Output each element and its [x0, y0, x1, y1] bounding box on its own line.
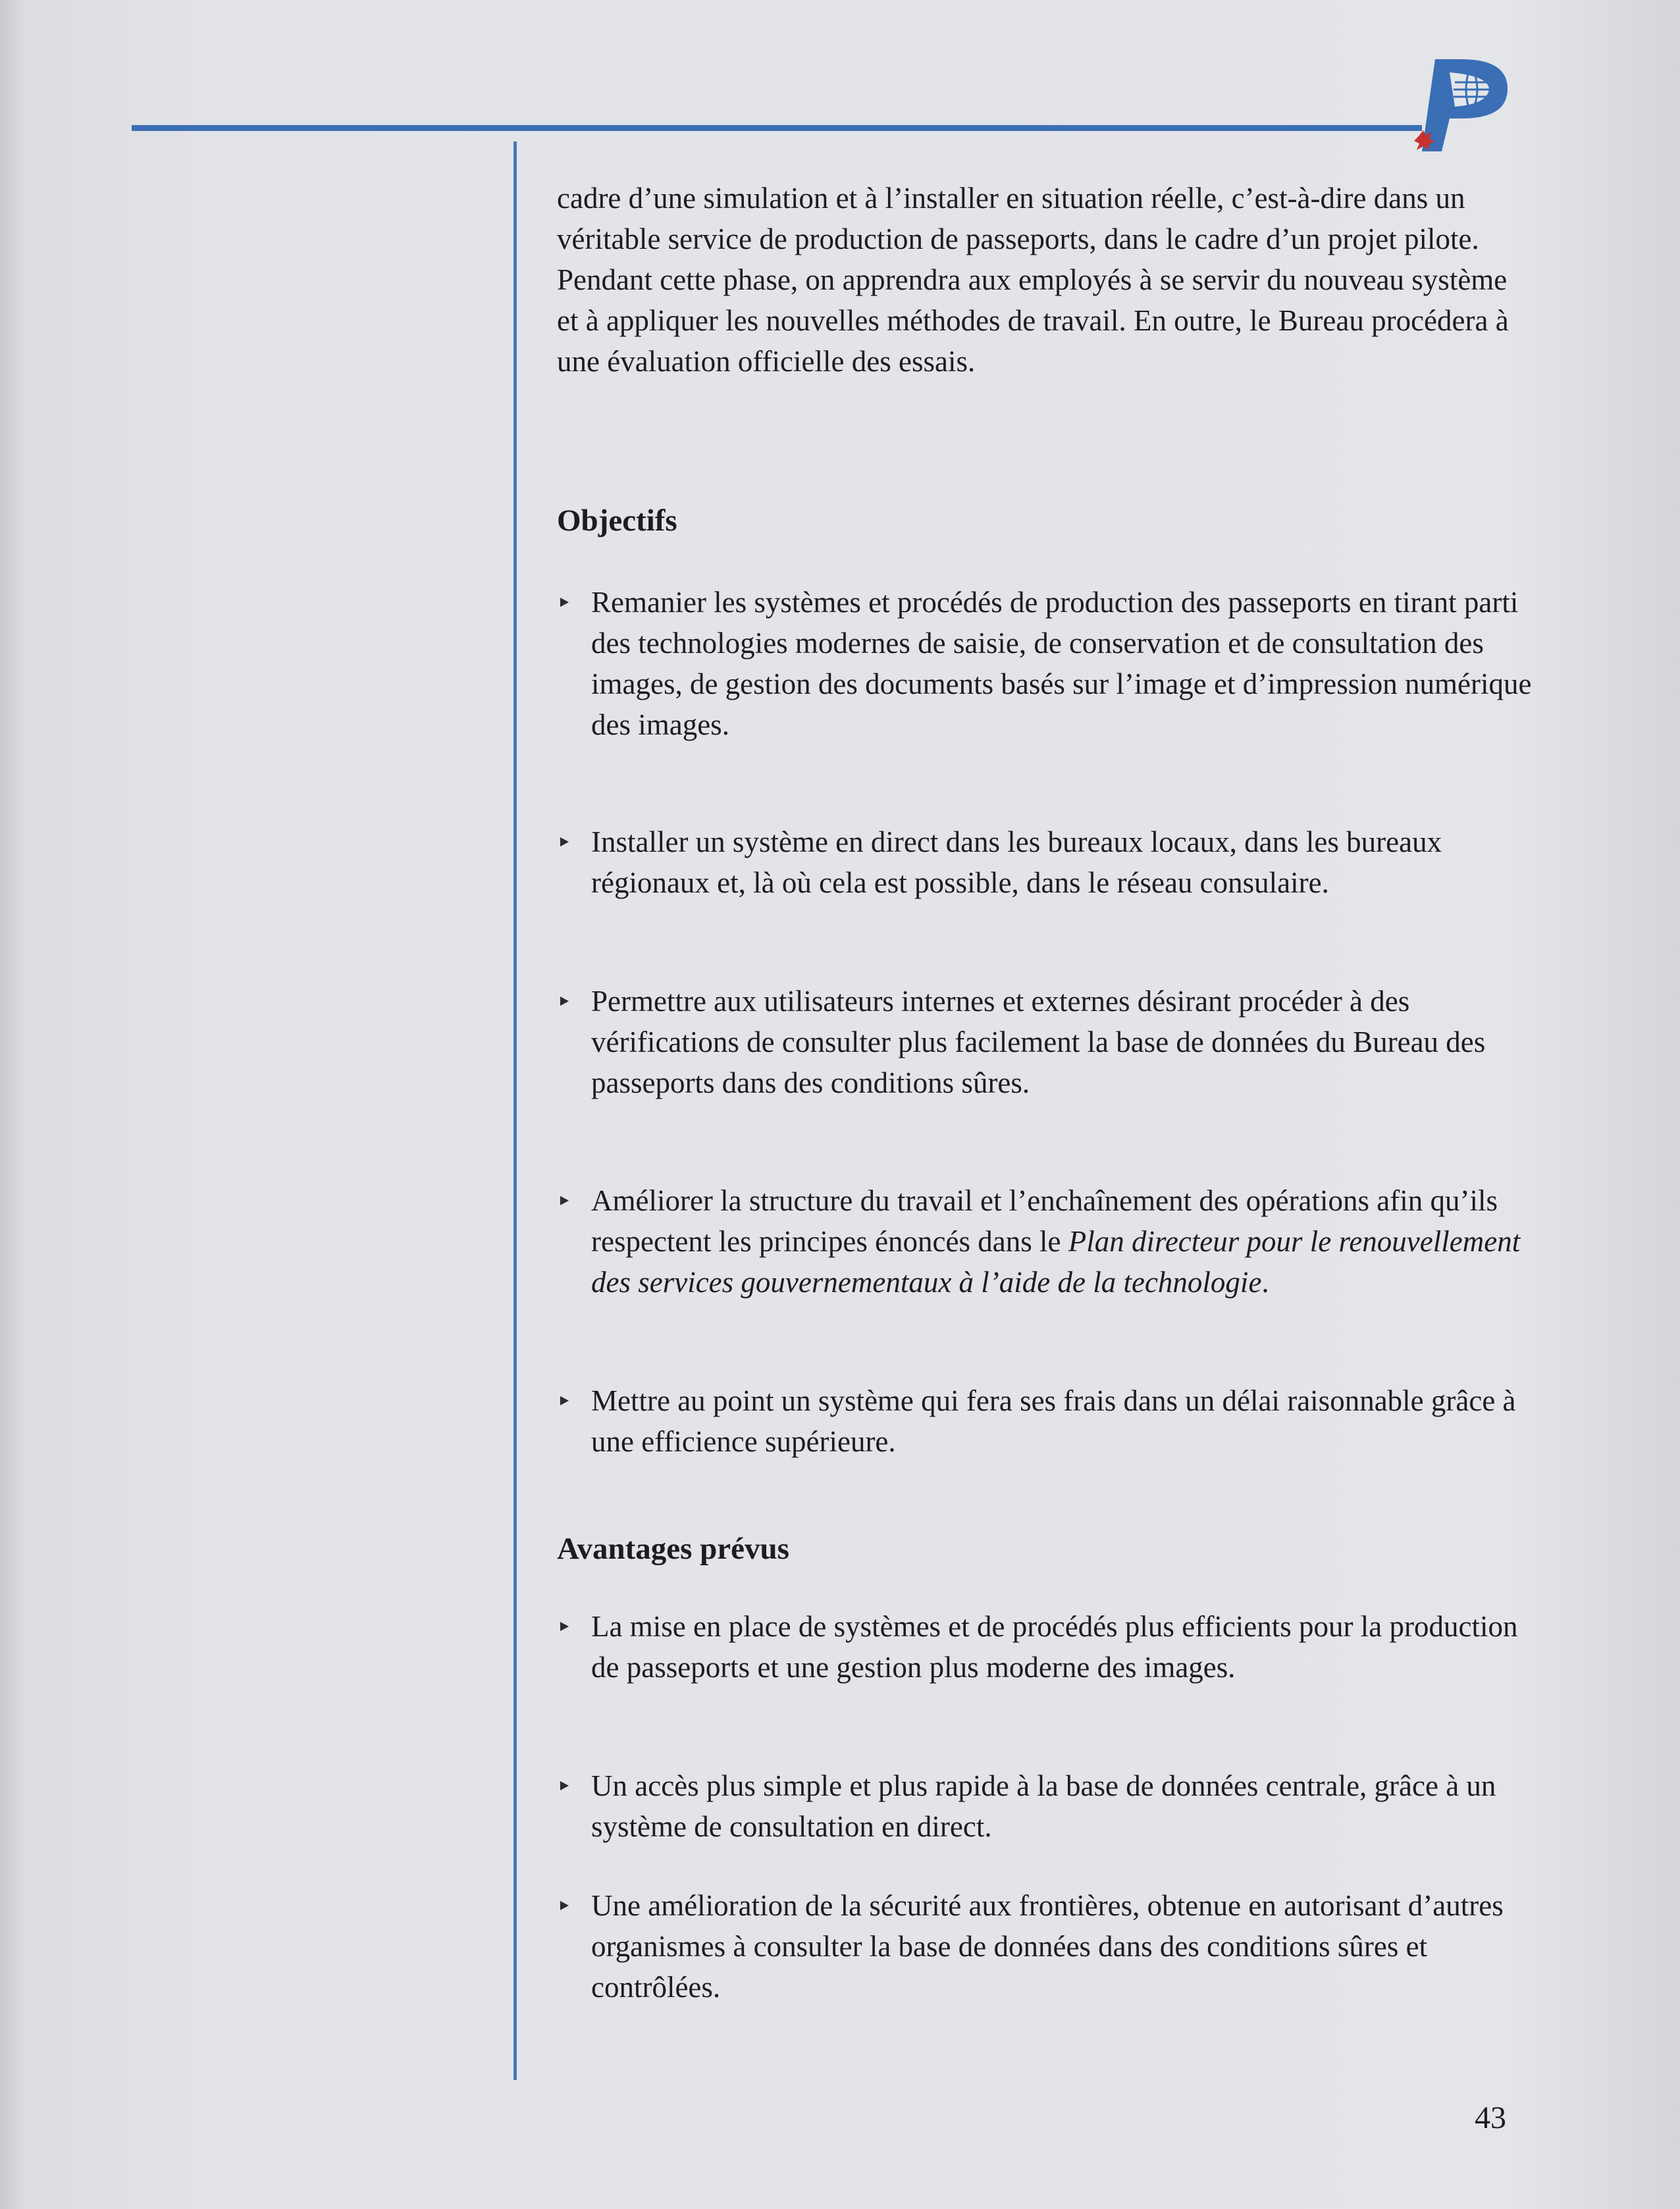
triangle-bullet-icon — [557, 1380, 577, 1421]
main-text-column — [557, 178, 1532, 2004]
triangle-bullet-icon — [557, 1180, 577, 1221]
triangle-bullet-icon — [557, 821, 577, 862]
triangle-bullet-icon — [557, 1606, 577, 1647]
column-rule — [513, 142, 517, 2080]
triangle-bullet-icon — [557, 1885, 577, 1926]
objective-item: Remanier les systèmes et procédés de production des passeports en tirant parti des technologies modernes de saisie, de conservation et de consultation des images, de gestion des documents basés sur l’image et d’impression numérique des images. — [591, 582, 1539, 745]
triangle-bullet-icon — [557, 981, 577, 1022]
plan-directeur-title: Plan directeur pour le renouvellement des services gouvernementaux à l’aide de la technologie — [591, 1225, 1521, 1299]
header-rule — [132, 125, 1422, 131]
objective-item: Mettre au point un système qui fera ses frais dans un délai raisonnable grâce à une efficience supérieure. — [591, 1380, 1539, 1462]
page-number: 43 — [1475, 2100, 1506, 2135]
benefit-item: Un accès plus simple et plus rapide à la base de données centrale, grâce à un système de consultation en direct. — [591, 1765, 1539, 1847]
benefit-item: La mise en place de systèmes et de procédés plus efficients pour la production de passeports et une gestion plus moderne des images. — [591, 1606, 1539, 1688]
objectives-heading: Objectifs — [557, 504, 677, 538]
objective-item: Permettre aux utilisateurs internes et externes désirant procéder à des vérifications de consulter plus facilement la base de données du Bureau des passeports dans des conditions sûres. — [591, 981, 1539, 1103]
benefits-heading: Avantages prévus — [557, 1532, 789, 1566]
objective-item: Installer un système en direct dans les bureaux locaux, dans les bureaux régionaux et, là où cela est possible, dans le réseau consulaire. — [591, 821, 1539, 903]
passport-office-logo-icon — [1409, 53, 1521, 158]
intro-paragraph: cadre d’une simulation et à l’installer en situation réelle, c’est-à-dire dans un véritable service de production de passeports, dans le cadre d’un projet pilote. Pendant cette phase, on apprendra aux employés à se servir du nouveau système et à appliquer les nouvelles méthodes de travail. En outre, le Bureau procédera à une évaluation officielle des essais. — [557, 182, 1509, 378]
triangle-bullet-icon — [557, 582, 577, 623]
objective-item: Améliorer la structure du travail et l’enchaînement des opérations afin qu’ils respectent les principes énoncés dans le Plan directeur pour le renouvellement des services gouvernementaux à l’aide de la technologie. — [591, 1180, 1539, 1303]
benefit-item: Une amélioration de la sécurité aux frontières, obtenue en autorisant d’autres organismes à consulter la base de données dans des conditions sûres et contrôlées. — [591, 1885, 1539, 2008]
triangle-bullet-icon — [557, 1765, 577, 1806]
